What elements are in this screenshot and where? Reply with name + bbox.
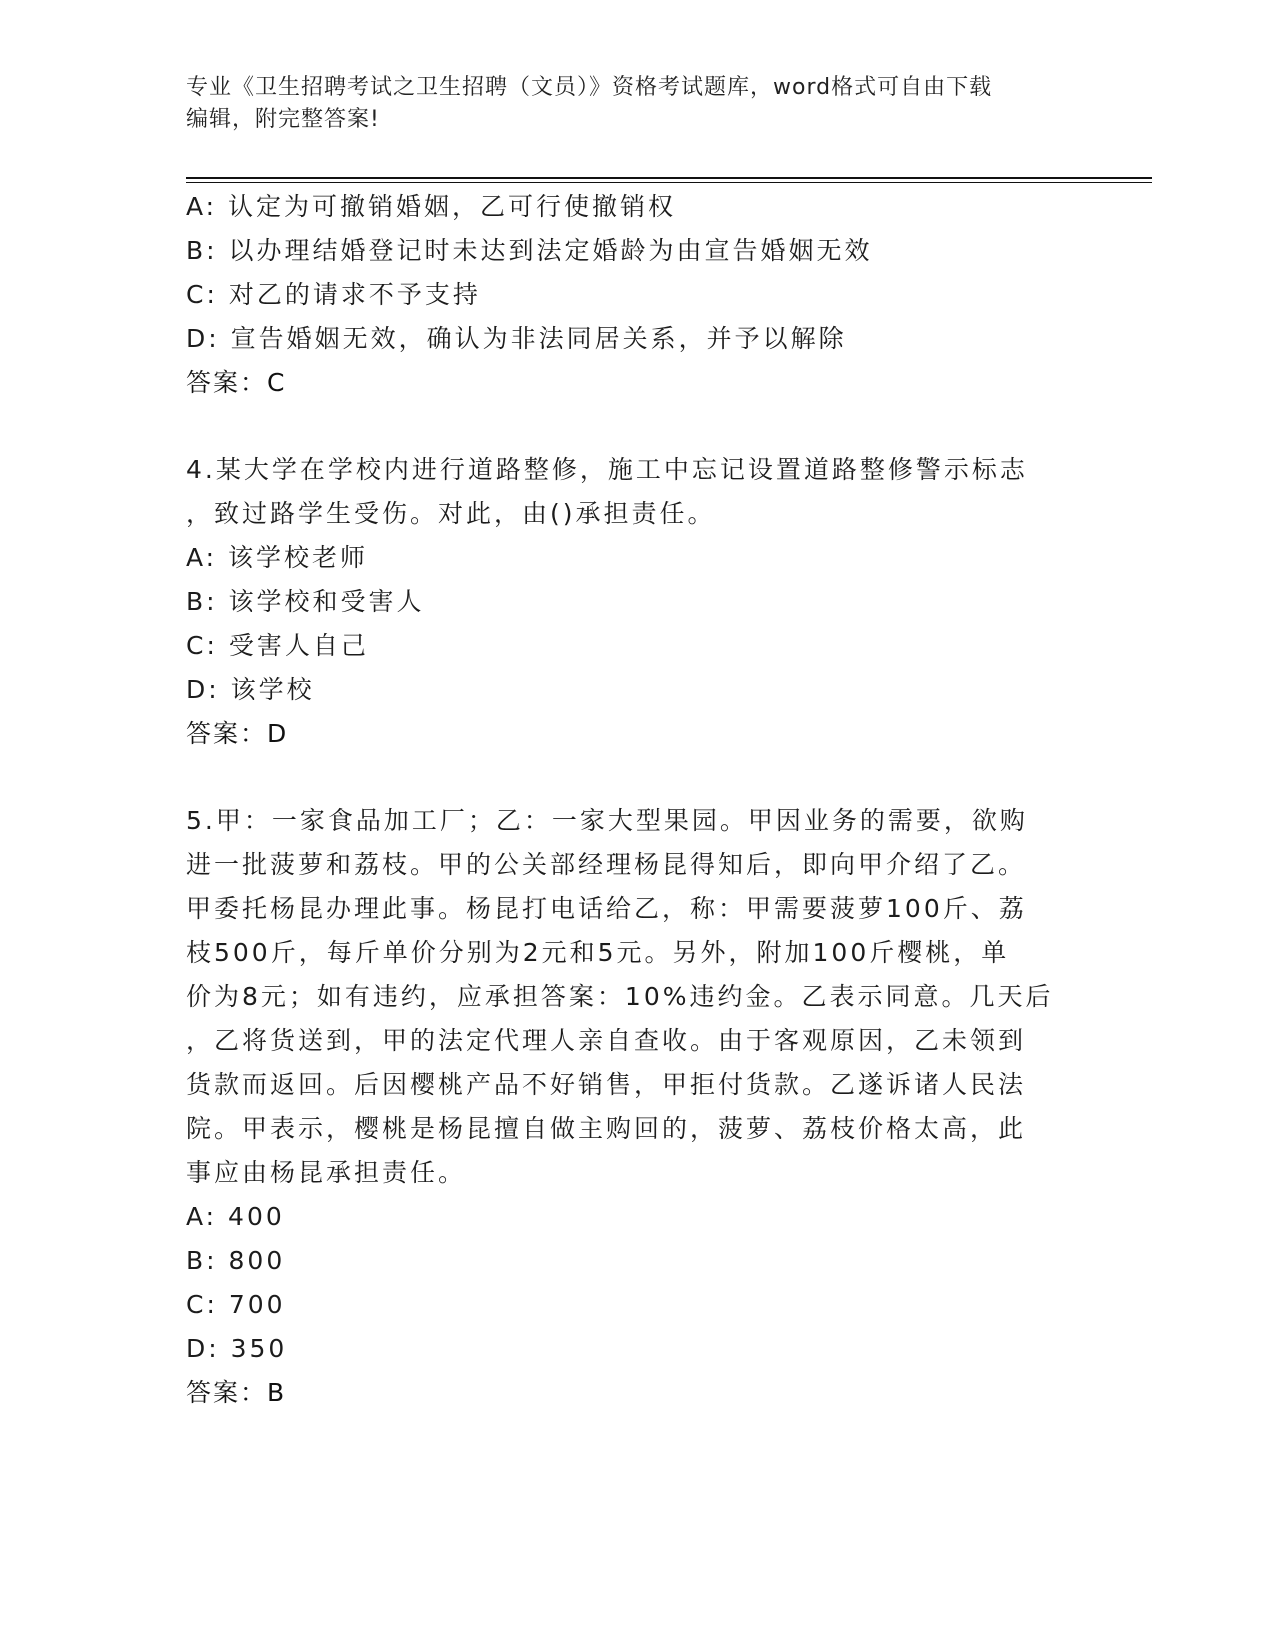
q3-option-d: D: 宣告婚姻无效，确认为非法同居关系，并予以解除 xyxy=(186,324,847,353)
q5-answer: 答案：B xyxy=(186,1378,287,1407)
q5-option-d: D: 350 xyxy=(186,1334,288,1363)
q5-stem-line-5: 价为8元；如有违约，应承担答案：10%违约金。乙表示同意。几天后 xyxy=(186,982,1054,1011)
q4-answer: 答案：D xyxy=(186,719,289,748)
q3-option-a: A: 认定为可撤销婚姻，乙可行使撤销权 xyxy=(186,192,677,221)
q5-option-c: C: 700 xyxy=(186,1290,286,1319)
header-line-2: 编辑，附完整答案! xyxy=(186,107,380,132)
q5-stem-line-6: ，乙将货送到，甲的法定代理人亲自查收。由于客观原因，乙未领到 xyxy=(186,1026,1027,1055)
header-rule-thin xyxy=(186,182,1152,183)
q4-option-d: D: 该学校 xyxy=(186,675,315,704)
q4-option-c: C: 受害人自己 xyxy=(186,631,369,660)
q5-stem-line-1: 5.甲：一家食品加工厂；乙：一家大型果园。甲因业务的需要，欲购 xyxy=(186,806,1028,835)
q4-stem-line-1: 4.某大学在学校内进行道路整修，施工中忘记设置道路整修警示标志 xyxy=(186,455,1028,484)
q5-option-b: B: 800 xyxy=(186,1246,286,1275)
q5-stem-line-7: 货款而返回。后因樱桃产品不好销售，甲拒付货款。乙遂诉诸人民法 xyxy=(186,1070,1027,1099)
q5-stem-line-8: 院。甲表示，樱桃是杨昆擅自做主购回的，菠萝、荔枝价格太高，此 xyxy=(186,1114,1027,1143)
q5-stem-line-4: 枝500斤，每斤单价分别为2元和5元。另外，附加100斤樱桃，单 xyxy=(186,938,1010,967)
q5-option-a: A: 400 xyxy=(186,1202,285,1231)
q4-option-a: A: 该学校老师 xyxy=(186,543,369,572)
q5-stem-line-2: 进一批菠萝和荔枝。甲的公关部经理杨昆得知后，即向甲介绍了乙。 xyxy=(186,850,1027,879)
q3-option-b: B: 以办理结婚登记时未达到法定婚龄为由宣告婚姻无效 xyxy=(186,236,873,265)
document-header xyxy=(186,72,1086,136)
q4-option-b: B: 该学校和受害人 xyxy=(186,587,425,616)
q3-option-c: C: 对乙的请求不予支持 xyxy=(186,280,481,309)
q5-stem-line-9: 事应由杨昆承担责任。 xyxy=(186,1158,467,1187)
header-line-1: 专业《卫生招聘考试之卫生招聘（文员）》资格考试题库，word格式可自由下载 xyxy=(186,75,993,100)
q3-answer: 答案：C xyxy=(186,368,287,397)
header-rule-thick xyxy=(186,177,1152,179)
q4-stem-line-2: ，致过路学生受伤。对此，由()承担责任。 xyxy=(186,499,716,528)
q5-stem-line-3: 甲委托杨昆办理此事。杨昆打电话给乙，称：甲需要菠萝100斤、荔 xyxy=(186,894,1027,923)
